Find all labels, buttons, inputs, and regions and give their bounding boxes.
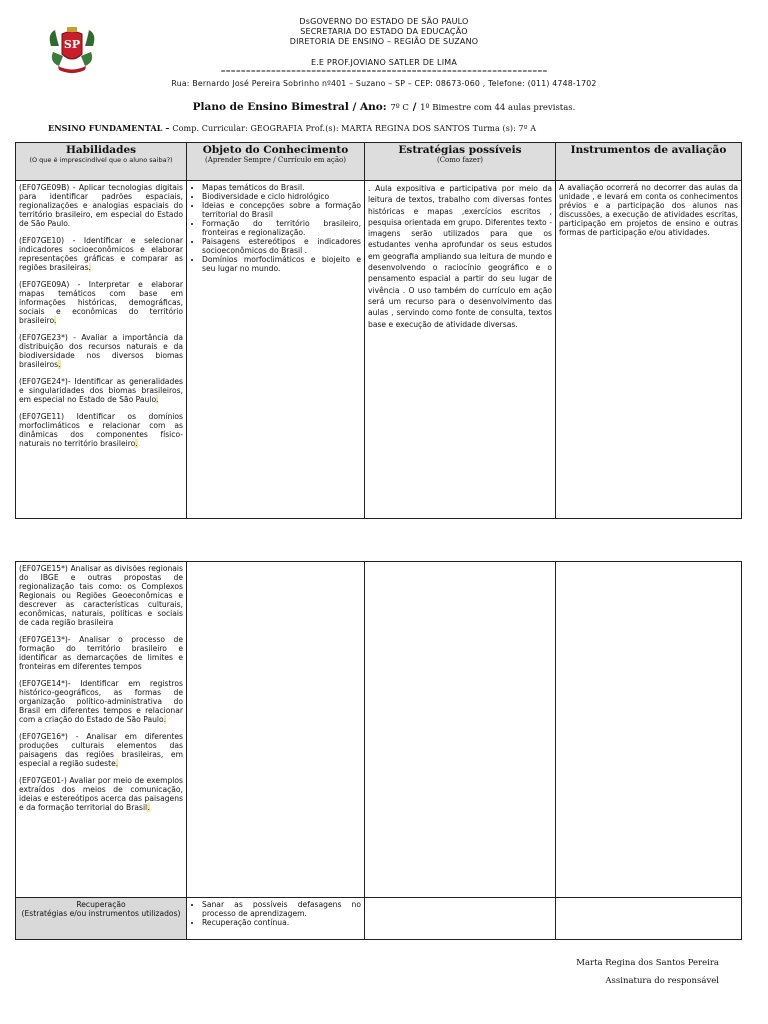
- plan-table-main: [15, 142, 742, 519]
- header-line-secretariat: SECRETARIA DO ESTADO DA EDUCAÇÃO: [300, 27, 468, 36]
- header-habilidades: [16, 143, 187, 181]
- empty-cell: [365, 562, 556, 898]
- header-estrategias-title: Estratégias possíveis: [398, 144, 522, 156]
- habilidade-item: (EF07GE24*)- Identificar as generalidades e singularidades dos biomas brasileiros, em especial no Estado de São Paulo.: [19, 377, 183, 404]
- plan-separator: /: [408, 101, 421, 113]
- estrategias-cell: [365, 181, 556, 519]
- header-separator: =================================================================: [220, 68, 548, 75]
- list-item: • Sanar as possíveis defasagens no processo de aprendizagem.: [202, 900, 361, 918]
- table-row: [16, 562, 742, 898]
- header-objeto: [187, 143, 365, 181]
- recuperacao-row: [16, 898, 742, 940]
- header-objeto-note: (Aprender Sempre / Currículo em ação): [205, 156, 346, 164]
- course-details: Comp. Curricular: GEOGRAFIA Prof.(s): MARTA REGINA DOS SANTOS Turma (s): 7º A: [172, 124, 537, 133]
- course-level: ENSINO FUNDAMENTAL –: [48, 123, 173, 133]
- habilidade-item: (EF07GE16*) - Analisar em diferentes produções culturais elementos das paisagens das regiões brasileiras, em especial a região sudeste.: [19, 732, 183, 768]
- header-estrategias-note: (Como fazer): [436, 156, 484, 164]
- habilidades-cell-2: [16, 562, 187, 898]
- header-line-government: DsGOVERNO DO ESTADO DE SÃO PAULO: [299, 17, 469, 26]
- habilidade-item: (EF07GE23*) - Avaliar a importância da distribuição dos recursos naturais e da biodiversidade nos diversos biomas brasileiros.: [19, 333, 183, 369]
- habilidade-item: (EF07GE11) Identificar os domínios morfoclimáticos e relacionar com as dinâmicas dos componentes físico-naturais no território brasileiro.: [19, 412, 183, 448]
- svg-text:SP: SP: [63, 38, 81, 51]
- school-name: E.E PROF.JOVIANO SATLER DE LIMA: [310, 58, 458, 67]
- instrumentos-text: A avaliação ocorrerá no decorrer das aulas da unidade , e levará em conta os conhecimentos prévios e a participação dos alunos nas discussões, a execução de atividades escritas, participação em projetos de ensino e outras formas de participação e/ou atividades.: [559, 183, 738, 237]
- header-instrumentos-title: Instrumentos de avaliação: [570, 144, 727, 156]
- empty-cell: [187, 562, 365, 898]
- header-habilidades-title: Habilidades: [65, 144, 137, 156]
- empty-cell: [556, 562, 742, 898]
- habilidade-item: (EF07GE10) - Identificar e selecionar indicadores socioeconômicos e elaborar representações gráficas e comparar as regiões brasileiras.: [19, 236, 183, 272]
- recuperacao-cell: [187, 898, 365, 940]
- plan-bimester: 1º Bimestre com 44 aulas previstas.: [420, 103, 576, 113]
- recuperacao-label: Recuperação (Estratégias e/ou instrumentos utilizados): [16, 898, 187, 940]
- course-info: [48, 123, 536, 133]
- list-item: • Paisagens estereótipos e indicadores socioeconômicos do Brasil .: [202, 237, 361, 255]
- signature-label: Assinatura do responsável: [605, 976, 719, 986]
- habilidade-item: (EF07GE15*) Analisar as divisões regionais do IBGE e outras propostas de regionalização tais como: os Complexos Regionais ou Regiões Geoeconômicas e descrever as características culturais, econômicas, naturais, políticas e sociais de cada região brasileira: [19, 564, 183, 627]
- estrategias-text: . Aula expositiva e participativa por meio da leitura de textos, trabalho com diversas fontes históricas e mapas ,exercícios escritos , pesquisa orientada em grupo. Diferentes texto - imagens serão utilizados para que os estudantes venha aprofundar os seus estudos em geografia ampliando sua leitura de mundo e desenvolvendo o raciocínio geográfico e o pensamento espacial a partir do seu lugar de vivência . O uso também do currículo em ação será um recurso para o desenvolvimento das aulas , servindo como fonte de consulta, textos base e execução de atividade diversas.: [368, 184, 552, 329]
- list-item: • Biodiversidade e ciclo hidrológico: [202, 192, 361, 201]
- objetos-list: [190, 183, 361, 273]
- list-item: • Mapas temáticos do Brasil.: [202, 183, 361, 192]
- header-habilidades-note: (O que é imprescindível que o aluno saiba?): [29, 156, 173, 164]
- plan-title: [0, 101, 768, 113]
- list-item: • Formação do território brasileiro, fronteiras e regionalização.: [202, 219, 361, 237]
- table-row: [16, 181, 742, 519]
- list-item: • Ideias e concepções sobre a formação territorial do Brasil: [202, 201, 361, 219]
- habilidade-item: (EF07GE01-) Avaliar por meio de exemplos extraídos dos meios de comunicação, ideias e estereótipos acerca das paisagens e da formação territorial do Brasil.: [19, 776, 183, 812]
- header-estrategias: [365, 143, 556, 181]
- school-address: Rua: Bernardo José Pereira Sobrinho nº401 – Suzano – SP – CEP: 08673-060 , Telefone: (011) 4748-1702: [171, 79, 597, 88]
- instrumentos-cell: [556, 181, 742, 519]
- list-item: • Domínios morfoclimáticos e biojeito e seu lugar no mundo.: [202, 255, 361, 273]
- signer-name: Marta Regina dos Santos Pereira: [576, 958, 719, 968]
- plan-title-text: Plano de Ensino Bimestral / Ano:: [192, 101, 391, 113]
- habilidade-item: (EF07GE09B) - Aplicar tecnologias digitais para identificar padrões espaciais, regionalizações e analogias espaciais do território brasileiro, em especial do Estado de São Paulo.: [19, 183, 183, 228]
- habilidade-item: (EF07GE14*)- Identificar em registros histórico-geográficos, as formas de organização político-administrativa do Brasil em diferentes tempos e relacionar com a criação do Estado de São Paulo.: [19, 679, 183, 724]
- header-instrumentos: [556, 143, 742, 181]
- empty-cell: [365, 898, 556, 940]
- header-line-directorate: DIRETORIA DE ENSINO – REGIÃO DE SUZANO: [289, 37, 479, 46]
- table-header-row: [16, 143, 742, 181]
- habilidade-item: (EF07GE09A) - Interpretar e elaborar mapas temáticos com base em informações históricas, demográficas, sociais e econômicas do território brasileiro.: [19, 280, 183, 325]
- habilidade-item: (EF07GE13*)- Analisar o processo de formação do território brasileiro e identificar as demarcações de limites e fronteiras em diferentes tempos: [19, 635, 183, 671]
- objetos-cell: [187, 181, 365, 519]
- list-item: • Recuperação contínua.: [202, 918, 361, 927]
- empty-cell: [556, 898, 742, 940]
- recuperacao-list: [190, 900, 361, 927]
- header-objeto-title: Objeto do Conhecimento: [202, 144, 349, 156]
- plan-table-continued: [15, 561, 742, 940]
- plan-year: 7º C: [390, 103, 409, 113]
- habilidades-cell: [16, 181, 187, 519]
